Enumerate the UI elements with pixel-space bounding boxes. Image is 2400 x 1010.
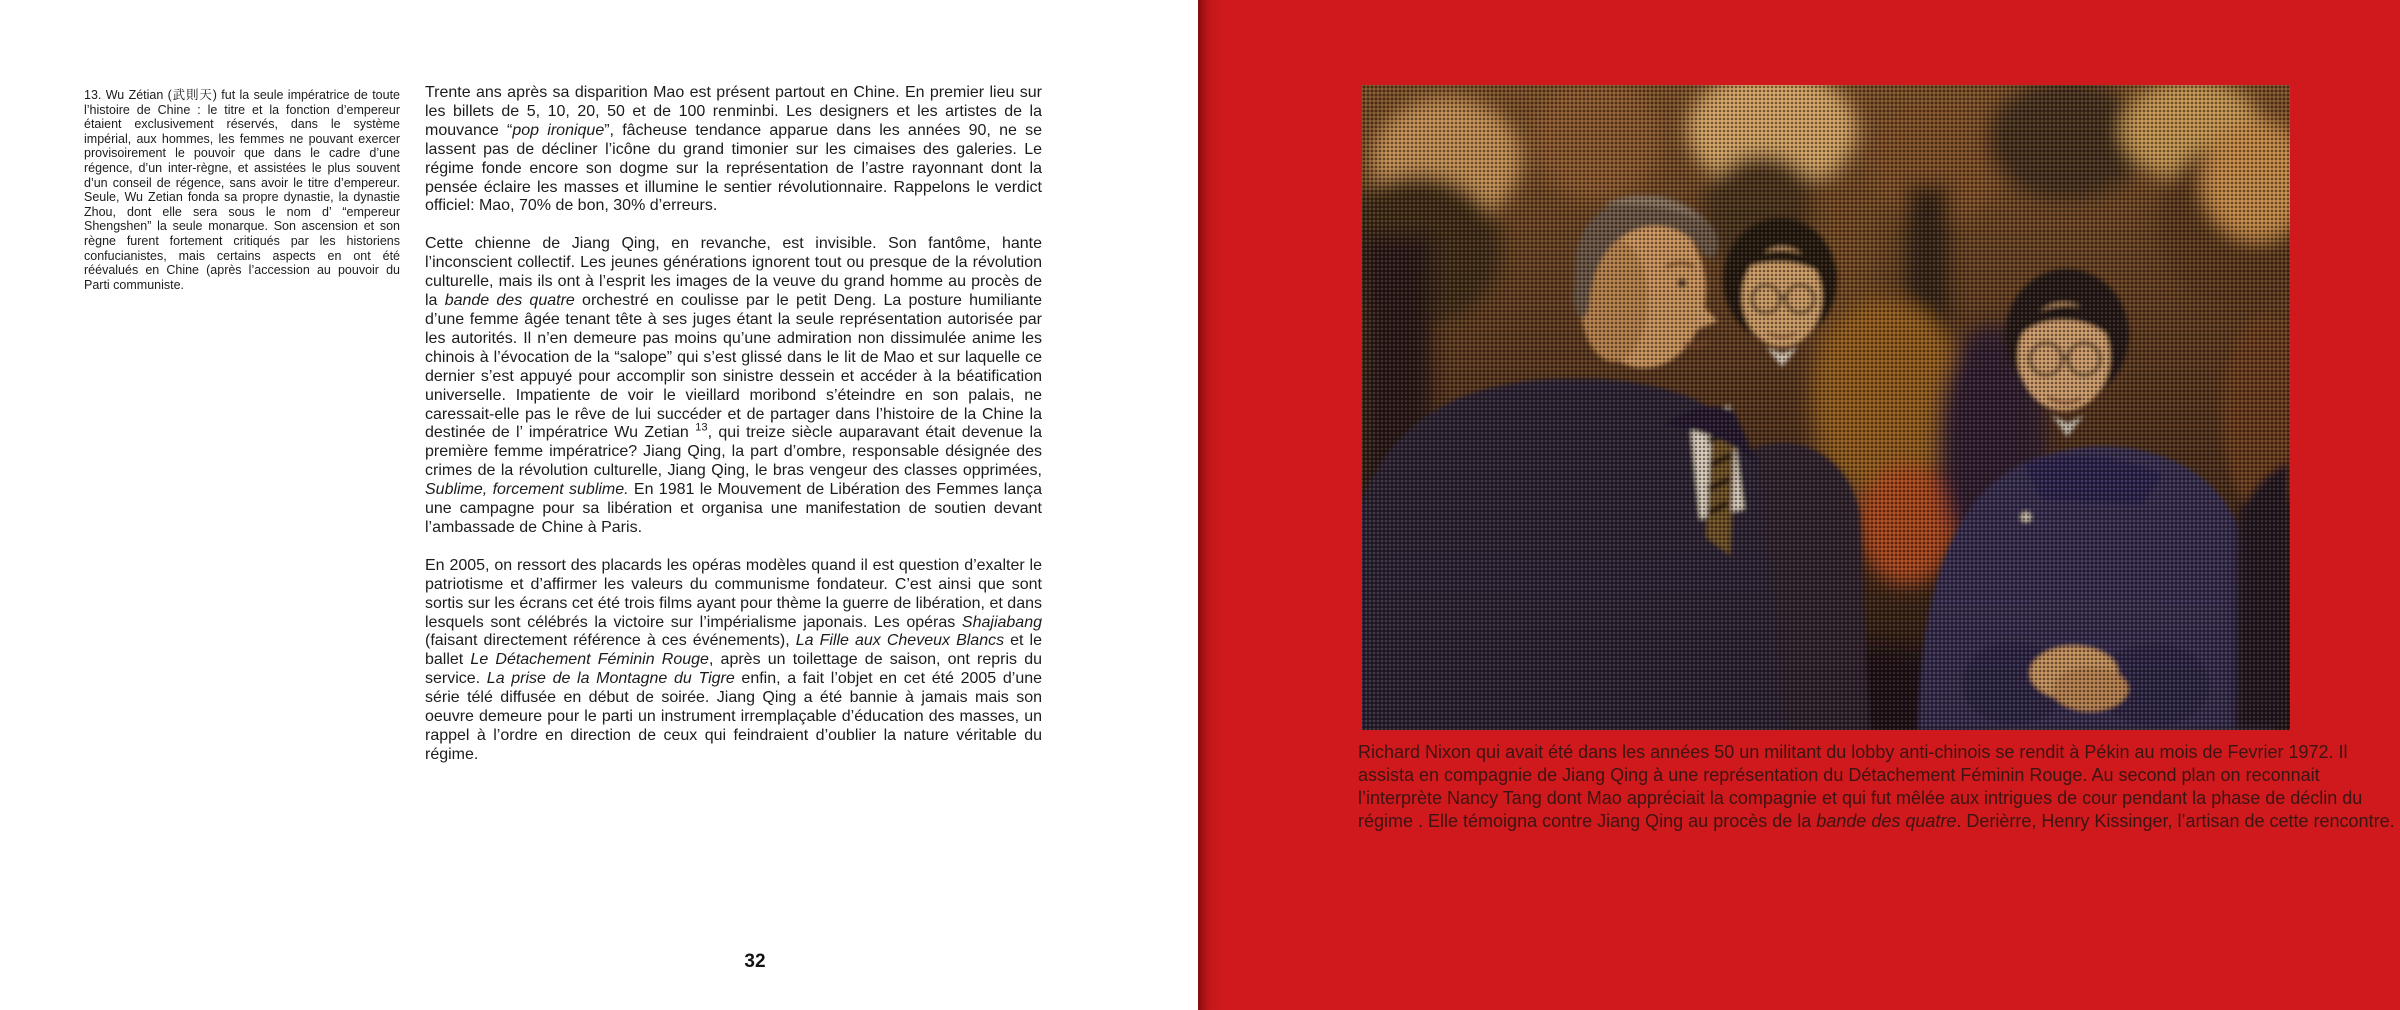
photo-illustration — [1362, 85, 2290, 730]
nixon-jiang-qing-photo — [1362, 85, 2290, 730]
paragraph-jiang-qing-ghost: Cette chienne de Jiang Qing, en revanche, est invisible. Son fantôme, hante l’inconscient collectif. Les jeunes générations ignorent tout ou presque de la révolution culturelle, mais ils ont à l’esprit les images de la veuve du grand homme au procès de la bande des quatre orchestré en coulisse par le petit Deng. La posture humiliante d’une femme âgée tenant tête à ses juges étant la seule représentation autorisée par les autorités. Il n’en demeure pas moins qu’une admiration non dissimulée anime les chinois à l’évocation de la “salope” qui s’est glissé dans le lit de Mao et sur laquelle ce dernier s’est appuyé pour accomplir son sinistre dessein et accéder à la béatification universelle. Impatiente de voir le vieillard moribond s’éteindre en son palais, ne caressait-elle pas le rêve de lui succéder et de partager dans l’histoire de la Chine la destinée de l’ impératrice Wu Zetian $^{13}$, qui treize siècle auparavant était devenue la première femme impératrice? Jiang Qing, la part d’ombre, responsable désignée des crimes de la révolution culturelle, Jiang Qing, le bras vengeur des classes opprimées, Sublime, forcement sublime. En 1981 le Mouvement de Libération des Femmes lança une campagne pour sa libération et organisa une manifestation de soutien devant l’ambassade de Chine à Paris. — [425, 235, 1043, 536]
paragraph-model-operas-2005: En 2005, on ressort des placards les opéras modèles quand il est question d’exalter le patriotisme et d’affirmer les valeurs du communisme fondateur. C’est ainsi que sont sortis sur les écrans cet été trois films ayant pour thème la guerre de libération, et dans lesquels sont célébrés la victoire sur l’impérialisme japonais. Les opéras Shajiabang (faisant directement référence à ces événements), La Fille aux Cheveux Blancs et le ballet Le Détachement Féminin Rouge, après un toilettage de saison, ont repris du service. La prise de la Montagne du Tigre enfin, a fait l’objet en cet été 2005 d’une série télé diffusée en début de soirée. Jiang Qing a été bannie à jamais mais son oeuvre demeure pour le parti un instrument irremplaçable d’éducation des masses, un rappel à l’ordre en direction de ceux qui feindraient d’oublier la nature véritable du régime. — [425, 556, 1043, 763]
lapel-badge — [2021, 512, 2031, 522]
right-page — [1198, 0, 2400, 1010]
main-text-column — [425, 84, 1042, 784]
photo-caption: Richard Nixon qui avait été dans les années 50 un militant du lobby anti-chinois se rendit à Pékin au mois de Fevrier 1972. Il assista en compagnie de Jiang Qing à une représentation du Détachement Féminin Rouge. Au second plan on reconnait l’interprète Nancy Tang dont Mao appréciait la compagnie et qui fut mêlée aux intrigues de cour pendant la phase de déclin du régime . Elle témoigna contre Jiang Qing au procès de la bande des quatre. Derièrre, Henry Kissinger, l’artisan de cette rencontre. — [1358, 742, 2395, 831]
left-page — [0, 0, 1198, 1010]
paragraph-mao-presence: Trente ans après sa disparition Mao est présent partout en Chine. En premier lieu sur les billets de 5, 10, 20, 50 et de 100 renminbi. Les designers et les artistes de la mouvance “pop ironique”, fâcheuse tendance apparue dans les années 90, ne se lassent pas de décliner l’icône du grand timonier sur les cimaises des galeries. Le régime fonde encore son dogme sur la représentation de l’astre rayonnant dont la pensée éclaire les masses et illumine le sentier révolutionnaire. Rappelons le verdict officiel: Mao, 70% de bon, 30% d’erreurs. — [425, 84, 1042, 215]
ear — [1604, 301, 1624, 333]
page-number: 32 — [744, 951, 766, 972]
footnote-wu-zetian: 13. Wu Zétian (武則天) fut la seule impératrice de toute l’histoire de Chine : le titre et la fonction d’empereur étaient exclusivement réservés, dans le système impérial, aux hommes, les femmes ne pouvant exercer provisoirement le pouvoir que dans le cadre d’une régence, d’un inter-règne, et assistées le plus souvent d’un conseil de régence, sans avoir le titre d’empereur. Seule, Wu Zetian fonda sa propre dynastie, la dynastie Zhou, dont elle sera sous le nom d’ “empereur Shengshen” la seule monarque. Son ascension et son règne furent fortement critiqués par les historiens confucianistes, mais certains aspects en ont été réévalués en Chine (après l’accession au pouvoir du Parti communiste. — [84, 88, 400, 292]
